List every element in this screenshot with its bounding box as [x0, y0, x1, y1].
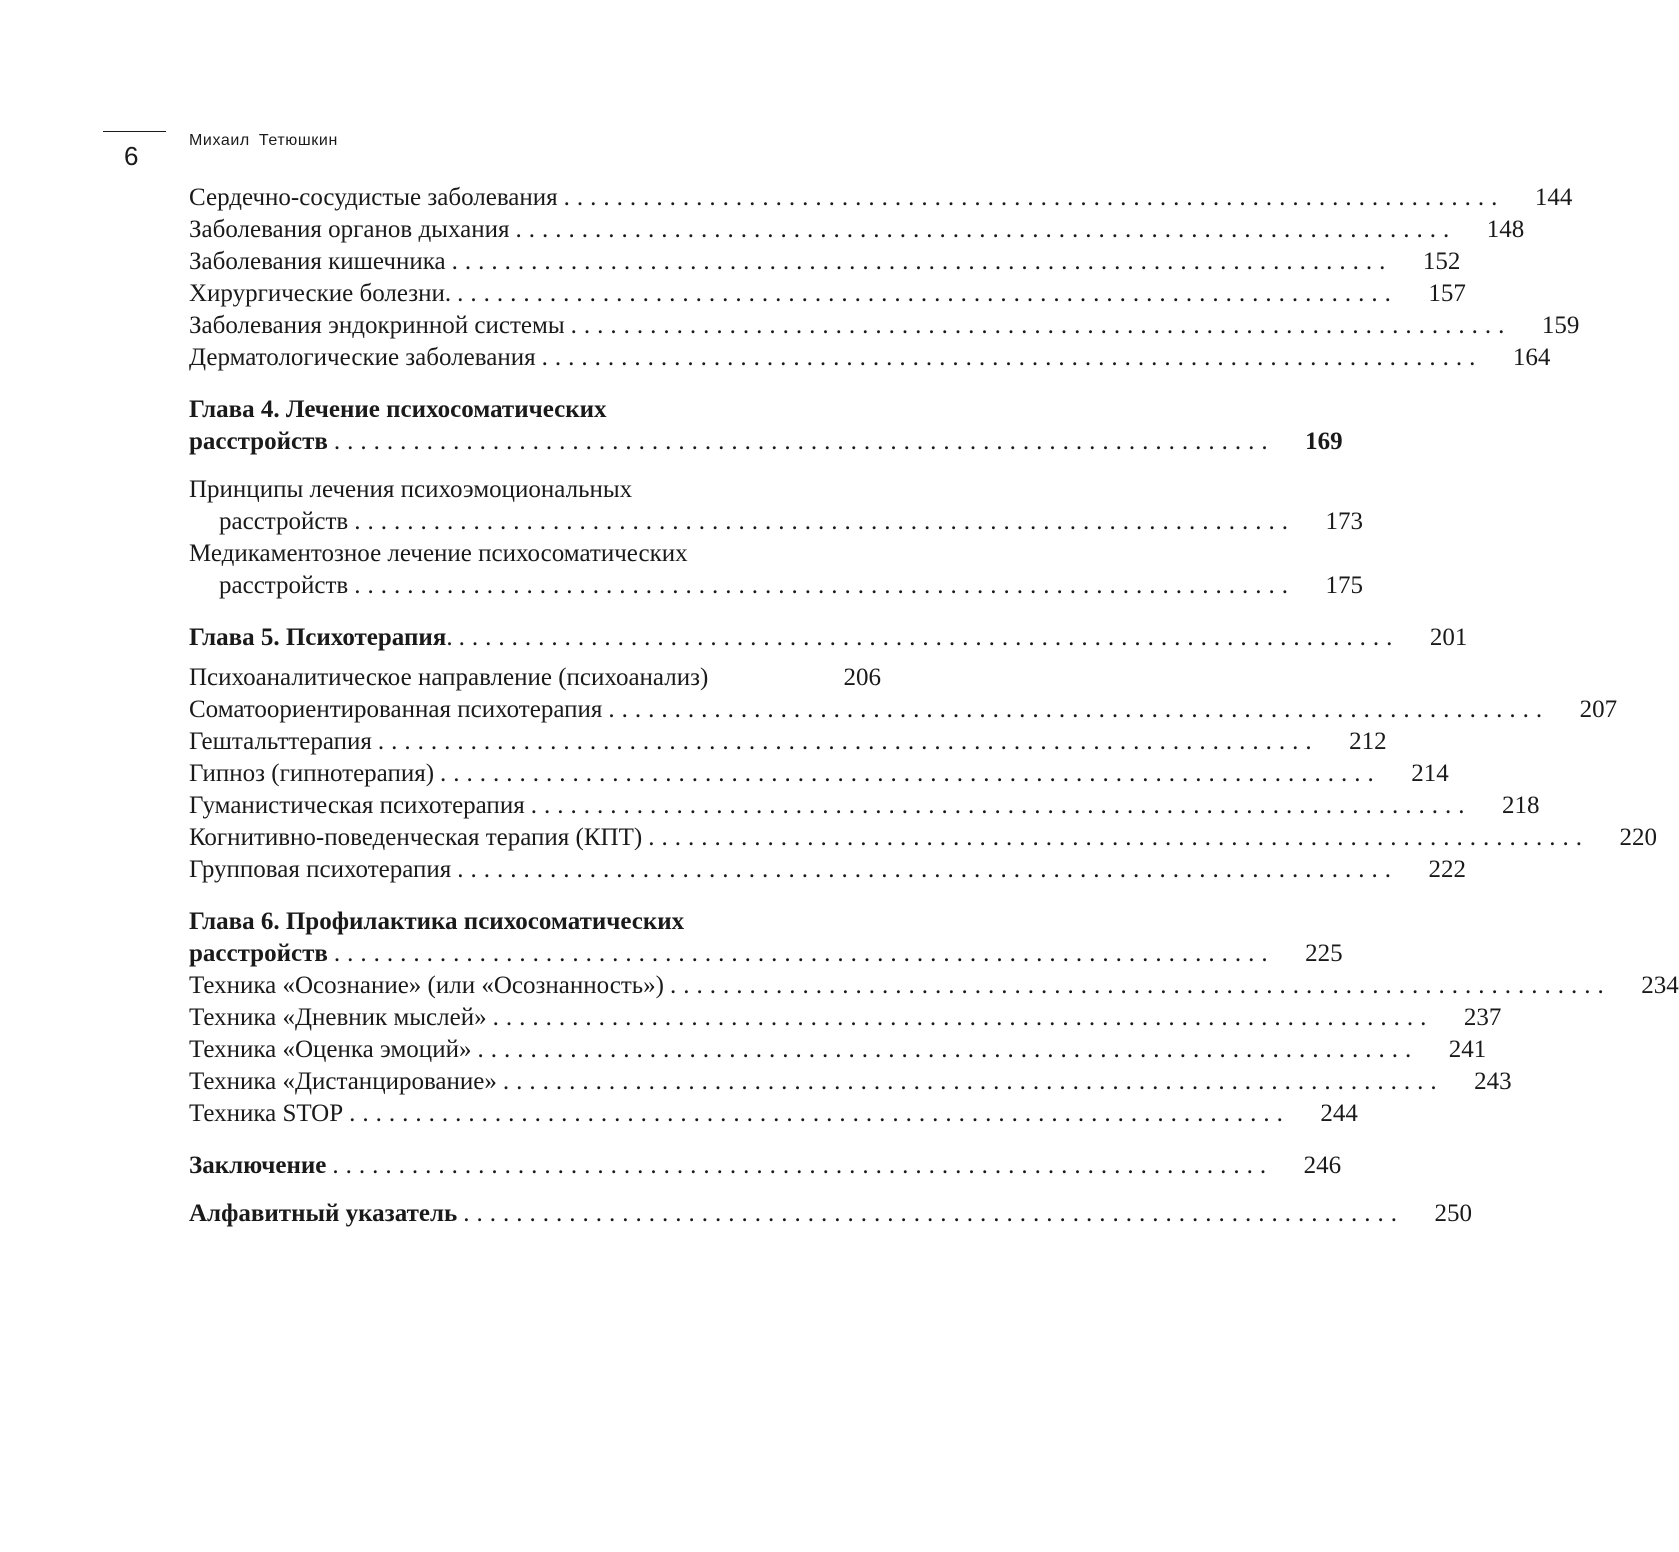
toc-entry[interactable] [189, 970, 1679, 1002]
toc-index-page: 250 [1434, 1200, 1472, 1227]
leader-dots: ....................................................................... [463, 1200, 1404, 1227]
leader-dots: ....................................................................... [608, 696, 1550, 723]
leader-dots: ....................................................................... [349, 1100, 1290, 1127]
toc-entry[interactable] [189, 182, 1573, 214]
toc-chapter-4[interactable] [189, 394, 881, 426]
toc-entry-page: 222 [1428, 856, 1466, 883]
toc-entry-title: Групповая психотерапия [189, 856, 452, 883]
toc-chapter-title: Глава 4. Лечение психосоматических [189, 396, 607, 423]
toc-entry-title: Гештальттерапия [189, 728, 372, 755]
toc-entry[interactable] [189, 310, 1580, 342]
toc-entry[interactable] [189, 246, 1461, 278]
leader-dots: ....................................................................... [440, 760, 1381, 787]
toc-entry[interactable] [189, 1098, 1358, 1130]
leader-dots: ....................................................................... [477, 1036, 1419, 1063]
toc-entry-title: Техника STOP [189, 1100, 344, 1127]
toc-chapter-title-suffix: . [446, 624, 453, 651]
leader-dots: ....................................................................... [570, 312, 1512, 339]
leader-dots: ....................................................................... [377, 728, 1319, 755]
toc-entry-title: Медикаментозное лечение психосоматических [189, 540, 688, 567]
toc-chapter-6-cont[interactable] [189, 938, 1343, 970]
toc-entry-page: 220 [1619, 824, 1657, 851]
toc-entry-page: 157 [1428, 280, 1466, 307]
toc-entry[interactable] [189, 278, 1466, 310]
toc-entry-page: 159 [1541, 312, 1580, 339]
leader-dots: ....................................................................... [332, 1152, 1274, 1179]
toc-index[interactable] [189, 1198, 1472, 1230]
toc-entry[interactable] [189, 538, 881, 570]
toc-entry[interactable] [189, 694, 1618, 726]
leader-dots: ....................................................................... [670, 972, 1611, 999]
leader-dots: ....................................................................... [451, 248, 1393, 275]
leader-dots: ....................................................................... [457, 856, 1398, 883]
toc-entry-title: Соматоориентированная психотерапия [189, 696, 603, 723]
toc-entry[interactable] [189, 822, 1657, 854]
toc-entry-page: 244 [1320, 1100, 1358, 1127]
leader-dots: ....................................................................... [492, 1004, 1434, 1031]
toc-entry-cont[interactable] [189, 570, 1363, 602]
toc-entry[interactable] [189, 726, 1387, 758]
toc-entry-title: Дерматологические заболевания [189, 344, 536, 371]
toc-entry-title: Техника «Осознание» (или «Осознанность») [189, 972, 664, 999]
toc-index-title: Алфавитный указатель [189, 1200, 458, 1227]
toc-entry-title: Когнитивно-поведенческая терапия (КПТ) [189, 824, 643, 851]
toc-entry[interactable] [189, 1002, 1502, 1034]
leader-dots: ....................................................................... [354, 508, 1295, 535]
toc-entry[interactable] [189, 1066, 1512, 1098]
toc-entry-page: 144 [1534, 184, 1573, 211]
running-head-author: Михаил Тетюшкин [189, 132, 338, 149]
toc-chapter-page: 201 [1429, 624, 1468, 651]
toc-conclusion[interactable] [189, 1150, 1342, 1182]
toc-entry-page: 241 [1448, 1036, 1487, 1063]
toc-entry-title: Психоаналитическое направление (психоанализ) [189, 664, 709, 691]
toc-entry-title: Техника «Дневник мыслей» [189, 1004, 487, 1031]
toc-entry[interactable] [189, 342, 1551, 374]
leader-dots: ....................................................................... [530, 792, 1472, 819]
toc-entry-page: 218 [1501, 792, 1540, 819]
toc-chapter-4-cont[interactable] [189, 426, 1343, 458]
toc-entry-page: 175 [1325, 572, 1363, 599]
toc-chapter-title-cont: расстройств [189, 428, 328, 455]
header-rule [103, 131, 166, 132]
toc-entry-page: 212 [1349, 728, 1387, 755]
toc-entry-title: Гуманистическая психотерапия [189, 792, 525, 819]
leader-dots: ....................................................................... [648, 824, 1589, 851]
table-of-contents [189, 182, 1679, 1230]
toc-chapter-6[interactable] [189, 906, 881, 938]
leader-dots: ....................................................................... [458, 624, 1400, 651]
toc-entry-page: 207 [1579, 696, 1618, 723]
page-number: 6 [124, 141, 139, 171]
toc-entry-title: Хирургические болезни. [189, 280, 452, 307]
toc-entry[interactable] [189, 474, 881, 506]
toc-chapter-page: 225 [1305, 940, 1343, 967]
leader-dots: ....................................................................... [354, 572, 1295, 599]
toc-entry[interactable] [189, 1034, 1487, 1066]
toc-entry-cont[interactable] [189, 506, 1363, 538]
toc-entry-title: Заболевания органов дыхания [189, 216, 510, 243]
toc-entry-title-cont: расстройств [219, 508, 349, 535]
toc-entry[interactable] [189, 662, 881, 694]
toc-entry-title: Принципы лечения психоэмоциональных [189, 476, 633, 503]
toc-entry-page: 164 [1512, 344, 1551, 371]
toc-entry-page: 206 [843, 664, 881, 691]
toc-chapter-page: 169 [1305, 428, 1343, 455]
leader-dots: ....................................................................... [457, 280, 1398, 307]
toc-entry-title: Заболевания эндокринной системы [189, 312, 565, 339]
toc-entry-page: 152 [1422, 248, 1461, 275]
leader-dots: ....................................................................... [515, 216, 1457, 243]
toc-entry-title-cont: расстройств [219, 572, 349, 599]
toc-chapter-5[interactable] [189, 622, 1468, 654]
toc-entry-title: Заболевания кишечника [189, 248, 446, 275]
leader-dots: ....................................................................... [541, 344, 1483, 371]
toc-entry-page: 173 [1325, 508, 1363, 535]
toc-chapter-title [189, 622, 453, 654]
toc-entry-title: Сердечно-сосудистые заболевания [189, 184, 558, 211]
leader-dots: ....................................................................... [563, 184, 1505, 211]
leader-dots: ....................................................................... [502, 1068, 1444, 1095]
toc-entry[interactable] [189, 854, 1466, 886]
toc-entry-page: 148 [1486, 216, 1525, 243]
toc-entry-title: Гипноз (гипнотерапия) [189, 760, 435, 787]
toc-chapter-title-cont: расстройств [189, 940, 328, 967]
toc-conclusion-page: 246 [1303, 1152, 1342, 1179]
toc-entry-title: Техника «Дистанцирование» [189, 1068, 497, 1095]
leader-dots: ....................................................................... [333, 428, 1275, 455]
toc-conclusion-title: Заключение [189, 1152, 327, 1179]
leader-dots: ....................................................................... [333, 940, 1275, 967]
toc-chapter-title: Глава 6. Профилактика психосоматических [189, 908, 685, 935]
toc-entry-page: 214 [1411, 760, 1449, 787]
toc-entry[interactable] [189, 790, 1540, 822]
toc-entry-title: Техника «Оценка эмоций» [189, 1036, 472, 1063]
toc-chapter-title-text: Глава 5. Психотерапия [189, 624, 447, 651]
toc-entry[interactable] [189, 758, 1449, 790]
toc-entry-page: 234 [1641, 972, 1679, 999]
toc-entry-page: 243 [1474, 1068, 1512, 1095]
toc-entry[interactable] [189, 214, 1525, 246]
toc-entry-page: 237 [1463, 1004, 1502, 1031]
